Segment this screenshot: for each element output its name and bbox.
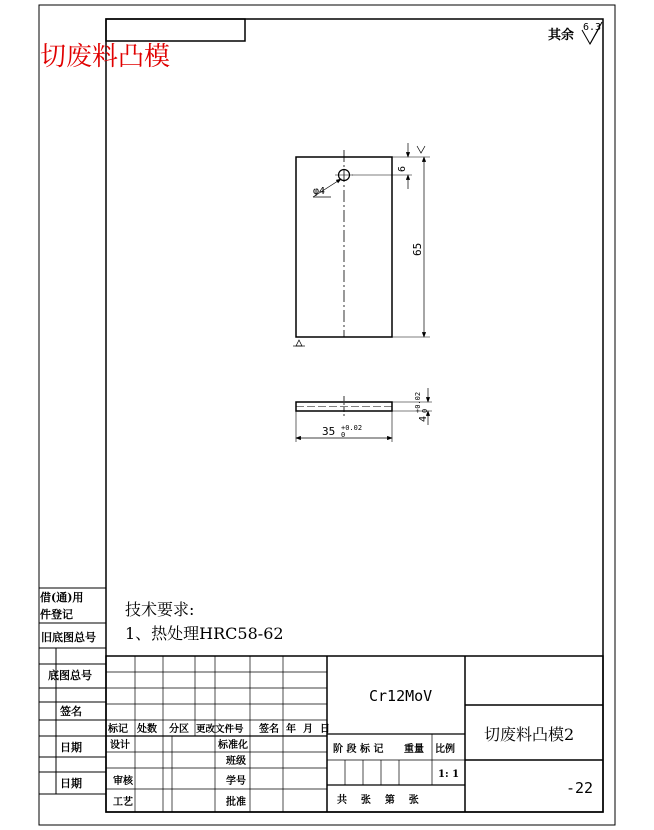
thick-dim: 4	[418, 415, 429, 422]
signature-label: 签名	[259, 724, 279, 735]
base-label: 底图总号	[48, 669, 92, 682]
design-label: 设计	[110, 740, 130, 751]
scale-value: 1: 1	[438, 769, 460, 780]
roughness-note: 其余	[548, 28, 575, 43]
class-label: 班级	[226, 756, 246, 767]
doc-label: 更改文件号	[196, 724, 244, 735]
mark-label: 标记	[108, 724, 128, 735]
year-label: 年	[286, 724, 296, 735]
weight-label: 重量	[404, 744, 424, 755]
inner-border	[106, 19, 603, 812]
part-name-label: 切废料凸模2	[484, 725, 575, 744]
sheets-label: 共 张 第 张	[337, 795, 419, 806]
reg-label: 件登记	[40, 608, 73, 621]
old-base-label: 旧底图总号	[41, 631, 96, 644]
tech-req-item: 1、热处理HRC58-62	[125, 624, 284, 643]
day-label: 日	[320, 724, 330, 735]
roughness-mark-icon	[296, 340, 302, 346]
borrow-label: 借(通)用	[40, 591, 84, 604]
count-label: 处数	[137, 724, 157, 735]
top-view	[296, 388, 432, 442]
zone-label: 分区	[169, 724, 189, 735]
height-dim: 65	[411, 242, 424, 256]
stage-label: 阶 段 标 记	[333, 744, 384, 755]
material-label: Cr12MoV	[369, 687, 433, 705]
review-label: 审核	[113, 776, 133, 787]
thick-tol-lower: 0	[421, 408, 429, 413]
roughness-mark-icon	[417, 146, 425, 153]
standard-label: 标准化	[218, 740, 248, 751]
width-dim: 35	[322, 425, 336, 438]
width-tol-lower: 0	[341, 431, 346, 439]
tech-req-title: 技术要求:	[125, 600, 195, 619]
scale-label: 比例	[435, 744, 455, 755]
student-no-label: 学号	[226, 776, 246, 787]
approve-label: 批准	[226, 797, 246, 808]
date1-label: 日期	[60, 741, 82, 754]
hole-offset-dim: 6	[397, 165, 408, 172]
drawing-no-label: -22	[566, 779, 594, 797]
hole-dia-label: φ4	[313, 186, 326, 197]
front-view	[293, 143, 430, 346]
month-label: 月	[303, 724, 313, 735]
thick-tol-upper: +0.02	[414, 391, 422, 413]
process-label: 工艺	[113, 797, 133, 808]
sign-label: 签名	[60, 705, 82, 718]
code-box	[106, 19, 245, 41]
date2-label: 日期	[60, 777, 82, 790]
roughness-value: 6.3	[583, 22, 602, 33]
red-title: 切废料凸模	[40, 42, 171, 72]
width-tol-upper: +0.02	[341, 424, 363, 432]
